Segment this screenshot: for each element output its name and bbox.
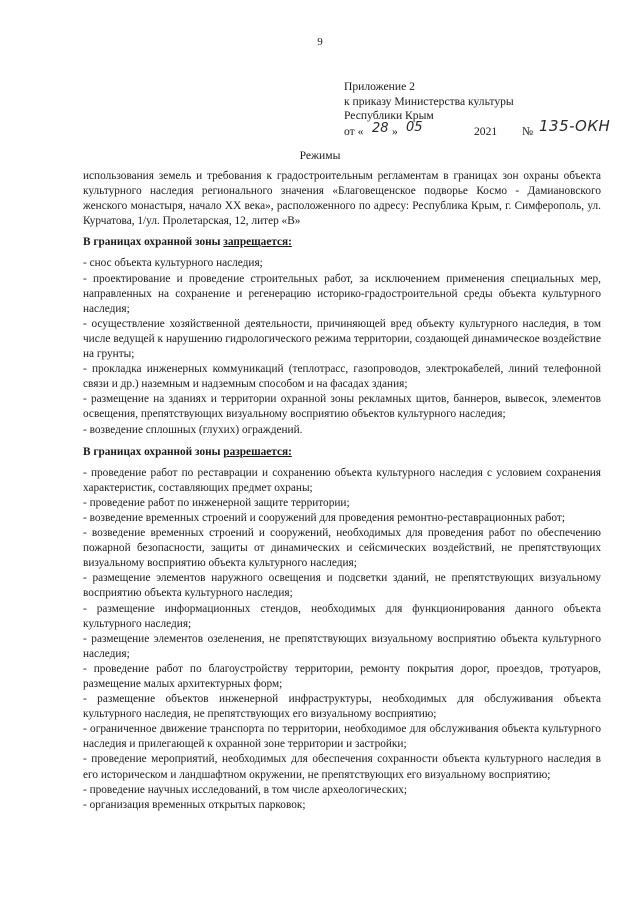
prohibited-list [83, 256, 601, 437]
list-item: - возведение временных строений и сооружений, необходимых для проведения работ по обеспечению пожарной безопасности, защиты от динамических и сейсмических воздействий, не препятствующих визуальному восприятию объекта культурного наследия; [83, 527, 601, 570]
annex-order-line: к приказу Министерства культуры [344, 94, 514, 108]
list-item: - ограниченное движение транспорта по территории, необходимое для обслуживания объекта культурного наследия и прилегающей к охранной зоне территории и застройки; [83, 723, 601, 751]
annex-header [344, 80, 611, 140]
list-item: - проведение работ по инженерной защите территории; [83, 496, 350, 509]
document-body [83, 169, 601, 820]
page-number: 9 [317, 36, 323, 48]
list-item: - проведение мероприятий, необходимых для обеспечения сохранности объекта культурного наследия в его историческом и ландшафтном окружении, не препятствующих его визуальному восприятию; [83, 753, 601, 781]
date-year: 2021 [474, 124, 498, 138]
allowed-heading [83, 445, 601, 460]
date-quote-close: » [392, 124, 398, 138]
list-item: - проведение научных исследований, в том числе археологических; [83, 783, 408, 796]
date-prefix: от « [344, 124, 364, 138]
list-item: - размещение объектов инженерной инфраструктуры, необходимых для обслуживания объекта культурного наследия, не препятствующих его визуальному восприятию; [83, 693, 601, 721]
document-title: Режимы [299, 149, 341, 162]
allowed-heading-prefix: В границах охранной зоны [83, 445, 224, 458]
number-sign: № [522, 124, 534, 138]
list-item: - размещение элементов наружного освещения и подсветки зданий, не препятствующих визуальному восприятию объекта культурного наследия; [83, 572, 601, 600]
list-item: - снос объекта культурного наследия; [83, 257, 263, 270]
prohibited-heading-prefix: В границах охранной зоны [83, 236, 224, 249]
list-item: - проектирование и проведение строительных работ, за исключением применения специальных мер, направленных на сохранение и регенерацию историко-градостроительной среды объекта культурного наследия; [83, 272, 601, 315]
allowed-heading-keyword: разрешается: [223, 445, 292, 458]
allowed-list [83, 466, 601, 813]
list-item: - проведение работ по реставрации и сохранению объекта культурного наследия с условием сохранения характеристик, составляющих предмет охраны; [83, 466, 601, 494]
list-item: - возведение сплошных (глухих) ограждений. [83, 423, 303, 436]
annex-date-line [344, 116, 611, 140]
list-item: - размещение элементов озеленения, не препятствующих визуальному восприятию объекта культурного наследия; [83, 632, 601, 660]
handwritten-month: 05 [406, 119, 423, 135]
list-item: - прокладка инженерных коммуникаций (теплотрасс, газопроводов, электрокабелей, линий телефонной связи и др.) наземным и надземным способом и на фасадах здания; [83, 363, 601, 391]
prohibited-heading-keyword: запрещается: [223, 236, 292, 249]
handwritten-day: 28 [372, 120, 389, 136]
intro-paragraph: использования земель и требования к градостроительным регламентам в границах зон охраны объекта культурного наследия регионального значения «Благовещенское подворье Космо - Дамиановского женского монастыря, начало XX века», расположенного по адресу: Республика Крым, г. Симферополь, ул. Курчатова, 1/ул. Пролетарская, 12, литер «В» [83, 170, 601, 228]
list-item: - размещение на зданиях и территории охранной зоны рекламных щитов, баннеров, вывесок, элементов освещения, препятствующих визуальному восприятию объектов культурного наследия; [83, 393, 601, 421]
annex-title: Приложение 2 [344, 80, 415, 93]
list-item: - проведение работ по благоустройству территории, ремонту покрытия дорог, проездов, тротуаров, размещение малых архитектурных форм; [83, 662, 601, 690]
list-item: - возведение временных строений и сооружений для проведения ремонтно-реставрационных работ; [83, 511, 565, 524]
handwritten-doc-number: 135-ОКН [539, 116, 611, 135]
list-item: - размещение информационных стендов, необходимых для функционирования данного объекта культурного наследия; [83, 602, 601, 630]
list-item: - организация временных открытых парковок; [83, 798, 306, 811]
list-item: - осуществление хозяйственной деятельности, причиняющей вред объекту культурного наследия, в том числе ведущей к нарушению гидрологического режима территории, создающей динамическое воздействие на грунты; [83, 317, 601, 361]
prohibited-heading [83, 235, 601, 250]
annex-republic-line: Республики Крым [344, 109, 434, 122]
